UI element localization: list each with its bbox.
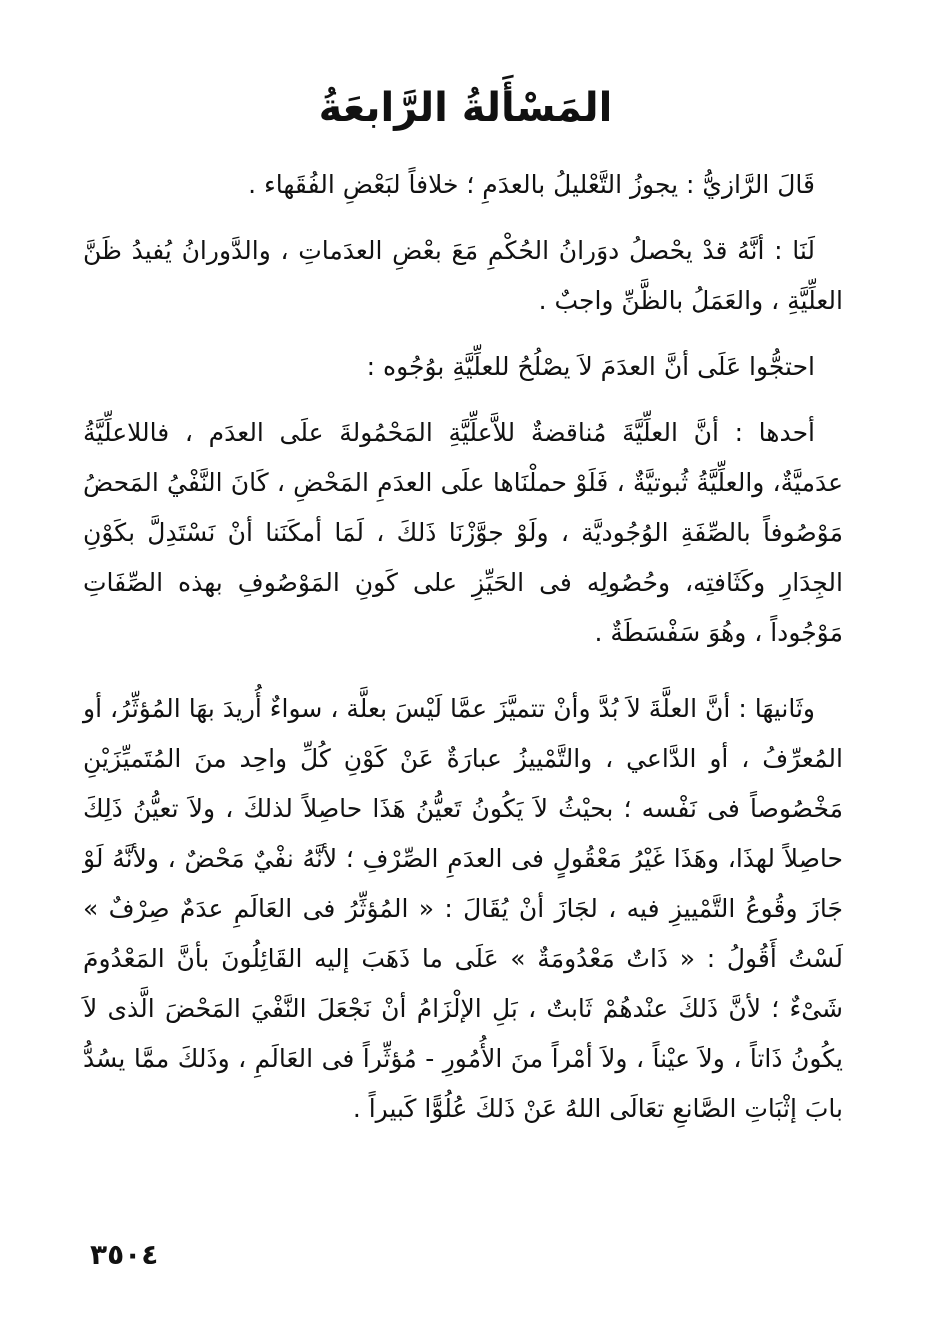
page-number: ٣٥٠٤	[90, 1238, 159, 1271]
paragraph-objections-intro: احتجُّوا عَلَى أنَّ العدَمَ لاَ يصْلُحُ للعلِّيَّةِ بوُجُوه :	[366, 352, 815, 381]
paragraph-first-objection: أحدها : أنَّ العلِّيَّةَ مُناقضةٌ للاَّعلِّيَّةِ المَحْمُولةَ علَى العدَم ، فاللاعلِّيَّةُ عدَميَّةٌ، والعلِّيَّةُ ثُبوتيَّةٌ ، فَلَوْ حملْنَاها علَى العدَمِ المَحْضِ ، كَانَ النَّفْيُ المَحضُ مَوْصُوفاً بالصِّفَةِ الوُجُوديَّة ، ولَوْ جوَّزْنَا ذَلكَ ، لَمَا أمكَنَنا أنْ نَسْتَدِلَّ بكَوْنِ الجِدَارِ وكَثَافتِه، وحُصُولِه فى الحَيِّزِ على كَونِ المَوْصُوفِ بهذه الصِّفَاتِ مَوْجُوداً ، وهُوَ سَفْسَطَةٌ .	[83, 418, 843, 647]
paragraph-our-argument: لَنَا : أنَّهُ قدْ يحْصلُ دوَرانُ الحُكْمِ مَعَ بعْضِ العدَماتِ ، والدَّورانُ يُفيدُ ظَنَّ العلِّيَّةِ ، والعَمَلُ بالظَّنِّ واجبٌ .	[83, 236, 843, 315]
paragraph-second-objection: وثَانيهَا : أنَّ العلَّةَ لاَ بُدَّ وأنْ تتميَّزَ عمَّا لَيْسَ بعلَّة ، سواءٌ أُريدَ بهَا المُؤثِّرُ، أو المُعرِّفُ ، أو الدَّاعي ، والتَّمْييزُ عبارَةٌ عَنْ كَوْنِ كُلِّ واحِد منَ المُتَميِّزَيْنِ مَخْصُوصاً فى نَفْسه ؛ بحيْثُ لاَ يَكُونُ تَعيُّنُ هَذَا حاصِلاً لذلكَ ، ولاَ تعيُّنُ ذَلِكَ حاصِلاً لهذَا، وهَذَا غَيْرُ مَعْقُولٍ فى العدَمِ الصِّرْفِ ؛ لأنَّهُ نفْيٌ مَحْضٌ ، ولأنَّهُ لَوْ جَازَ وقُوعُ التَّمْييزِ فيه ، لجَازَ أنْ يُقَالَ : « المُؤثِّرُ فى العَالَمِ عدَمٌ صِرْفٌ » لَسْتُ أَقُولُ : « ذَاتٌ مَعْدُومَةٌ » عَلَى ما ذَهَبَ إليه القَائِلُونَ بأنَّ المَعْدُومَ شَىْءٌ ؛ لأنَّ ذَلكَ عنْدهُمْ ثَابتٌ ، بَلِ الإلْزَامُ أنْ نَجْعَلَ النَّفْيَ المَحْضَ الَّذى لاَ يكُونُ ذَاتاً ، ولاَ عيْناً ، ولاَ أمْراً منَ الأُمُورِ - مُؤثِّراً فى العَالَمِ ، وذَلكَ ممَّا يسُدُّ بابَ إثْبَاتِ الصَّانعِ تعَالَى اللهُ عَنْ ذَلكَ عُلُوًّا كَبيراً .	[83, 694, 843, 1123]
page-title: المَسْأَلةُ الرَّابعَةُ	[318, 85, 613, 131]
paragraph-razi-statement: قَالَ الرَّازيُّ : يجوزُ التَّعْليلُ بالعدَمِ ؛ خلافاً لبَعْضِ الفُقَهاء .	[248, 170, 815, 199]
